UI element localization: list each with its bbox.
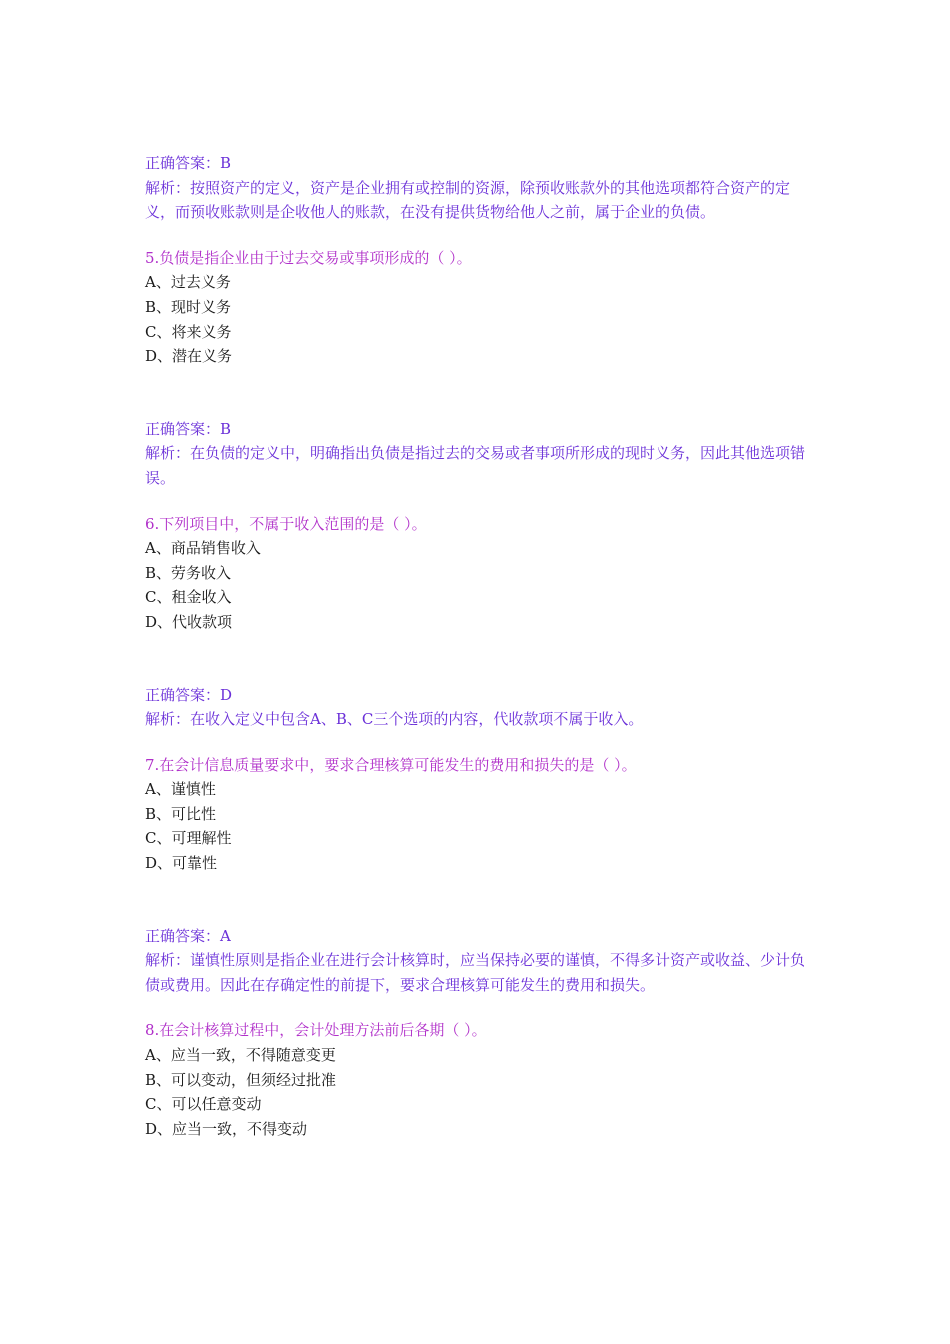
option-b: B、劳务收入 bbox=[145, 563, 232, 582]
option-a: A、商品销售收入 bbox=[145, 539, 261, 558]
analysis-text: 解析：在负债的定义中，明确指出负债是指过去的交易或者事项所形成的现时义务，因此其他选项错误。 bbox=[145, 444, 806, 487]
answer-label: 正确答案：B bbox=[145, 154, 232, 172]
option-c: C、可理解性 bbox=[145, 829, 232, 848]
question-8: 8.在会计核算过程中，会计处理方法前后各期（ ）。 bbox=[145, 1021, 487, 1040]
question-6: 6.下列项目中，不属于收入范围的是（ ）。 bbox=[145, 514, 427, 533]
analysis-text: 解析：谨慎性原则是指企业在进行会计核算时，应当保持必要的谨慎，不得多计资产或收益、少计负债或费用。因此在存确定性的前提下，要求合理核算可能发生的费用和损失。 bbox=[145, 951, 806, 994]
option-a: A、过去义务 bbox=[145, 273, 231, 292]
option-c: C、将来义务 bbox=[145, 322, 232, 341]
question-7: 7.在会计信息质量要求中，要求合理核算可能发生的费用和损失的是（ ）。 bbox=[145, 755, 637, 774]
option-a: A、应当一致，不得随意变更 bbox=[145, 1046, 336, 1065]
option-d: D、可靠性 bbox=[145, 854, 218, 873]
document-page bbox=[145, 151, 805, 1141]
option-a: A、谨慎性 bbox=[145, 780, 216, 799]
option-d: D、代收款项 bbox=[145, 612, 233, 631]
analysis-text: 解析：在收入定义中包含A、B、C三个选项的内容，代收款项不属于收入。 bbox=[145, 710, 644, 729]
question-5: 5.负债是指企业由于过去交易或事项形成的（ ）。 bbox=[145, 248, 472, 267]
answer-label: 正确答案：A bbox=[145, 926, 231, 945]
option-d: D、潜在义务 bbox=[145, 347, 233, 366]
option-b: B、现时义务 bbox=[145, 297, 232, 316]
option-c: C、租金收入 bbox=[145, 588, 232, 607]
option-b: B、可以变动，但须经过批准 bbox=[145, 1070, 337, 1089]
option-c: C、可以任意变动 bbox=[145, 1095, 262, 1114]
answer-label: 正确答案：D bbox=[145, 685, 233, 704]
option-b: B、可比性 bbox=[145, 804, 217, 823]
analysis-text: 解析：按照资产的定义，资产是企业拥有或控制的资源，除预收账款外的其他选项都符合资产的定义，而预收账款则是企收他人的账款，在没有提供货物给他人之前，属于企业的负债。 bbox=[145, 178, 791, 222]
answer-label: 正确答案：B bbox=[145, 419, 232, 438]
option-d: D、应当一致，不得变动 bbox=[145, 1119, 308, 1138]
